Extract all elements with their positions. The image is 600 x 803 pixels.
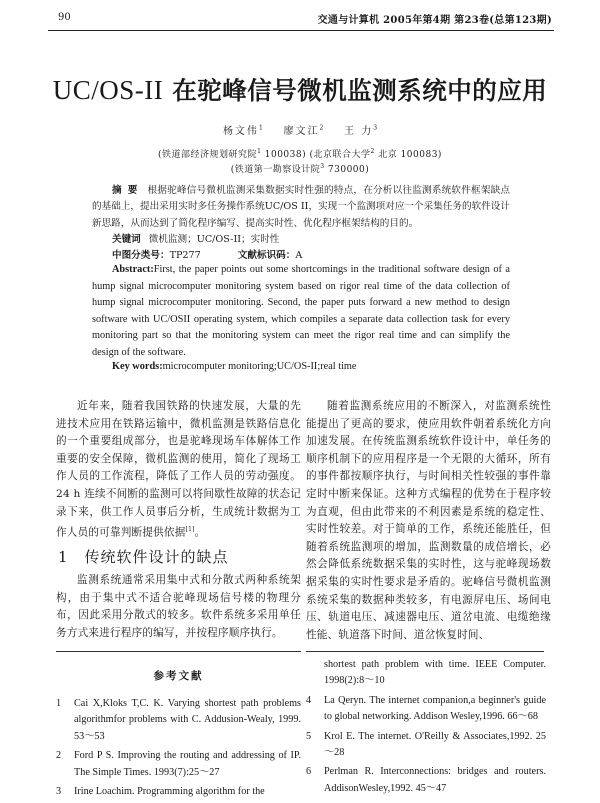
reference-text: Ford P S. Improving the routing and addressing of IP. The Simple Times. 1993(7):25～27 [74, 750, 301, 778]
reference-number: 1 [56, 698, 62, 709]
affiliation-line [0, 147, 600, 160]
title-latin: UC/OS-II [52, 75, 164, 105]
affiliation-mark: 2 [370, 148, 375, 155]
reference-item [56, 696, 301, 745]
journal-citation: 交通与计算机 2005年第4期 第23卷(总第123期) [317, 15, 552, 26]
paper-title [0, 72, 600, 107]
references-left [56, 696, 301, 803]
keywords-label: 关键词 [112, 234, 141, 245]
keywords-chinese [112, 231, 279, 245]
body-left-column [56, 398, 301, 542]
author-list [0, 122, 600, 137]
affiliation-mark: 1 [257, 148, 262, 155]
affiliation-org: (北京联合大学 [309, 150, 371, 160]
clc-label: 中图分类号： [112, 250, 170, 261]
abstract-english [92, 262, 510, 362]
intro-paragraph [56, 398, 301, 542]
affiliation-org: (铁道第一勘察设计院 [230, 165, 321, 175]
reference-text: La Qeryn. The internet companion,a beginner's guide to global networking. Addison Wesley,1996. 66～68 [324, 694, 546, 723]
reference-text: Krol E. The internet. O'Reilly & Associates,1992. 25～28 [324, 730, 546, 759]
page-number: 90 [58, 12, 71, 23]
section1-paragraph: 监测系统通常采用集中式和分散式两种系统架构，由于集中式不适合驼峰现场信号楼的物理分布，因此采用分散式的较多。软件系统多采用单任务方式来进行程序的编写，并按程序顺序执行。 [56, 574, 301, 639]
affiliation-code: 100038) [261, 150, 307, 160]
reference-number: 6 [306, 766, 312, 778]
affiliation-org: (铁道部经济规划研究院 [158, 150, 258, 160]
reference-continuation: shortest path problem with time. IEEE Computer. 1998(2):8～10 [324, 659, 546, 687]
affiliation-line [0, 162, 600, 175]
intro-end: 。 [194, 526, 206, 539]
references-right [306, 657, 546, 800]
reference-item [56, 748, 301, 781]
section-title: 传统软件设计的缺点 [84, 548, 229, 566]
reference-text: Perlman R. Interconnections: bridges and routers. AddisonWesley,1992. 45～47 [324, 766, 546, 794]
keywords-en-label: Key words: [112, 361, 163, 372]
section-heading [58, 546, 229, 567]
right-column-paragraph: 随着监测系统应用的不断深入，对监测系统性能提出了更高的要求，使应用软件朝着系统化方向加速发展。在传统监测系统软件设计中，单任务的顺序机制下的应用程序是一个无限的大循环，所有的事件都按顺序执行，与时间相关性较强的事件靠定时中断来保证。这种方式编程的优势在于程序较为直观，但由此带来的不利因素是系统的稳定性、实时性较差。对于简单的工作，系统还能胜任，但随着系统监测项的增加，监测数量的成倍增长，必然会降低系统数据采集的实时性，这与驼峰现场数据采集的实时性要求是矛盾的。驼峰信号微机监测系统采集的数据种类较多，有电源屏电压、场间电压、轨道电压、减速器电压、道岔电流、电缆绝缘性能、轨道落下时间、道岔恢复时间、 [306, 400, 551, 641]
reference-item [56, 784, 301, 800]
reference-number: 5 [306, 730, 312, 742]
running-header [50, 10, 552, 26]
affiliation-code: 730000) [324, 165, 370, 175]
reference-item [306, 764, 546, 797]
body-right-column [306, 398, 551, 644]
reference-number: 4 [306, 694, 312, 706]
keywords-text: 微机监测；UC/OS-II；实时性 [148, 234, 280, 245]
abstract-chinese [92, 183, 510, 232]
doc-code-label: 文献标识码： [237, 250, 296, 261]
references-title: 参考文献 [153, 670, 204, 682]
affiliation-code: 北京 100083) [374, 150, 442, 160]
abstract-en-text: First, the paper points out some shortcomings in the traditional software design of a hump signal microcomputer monitoring system based on rigor real time of the data collection of hump signal microcomputer monitoring. Second, the paper puts forward a new method to design software with UC/OSII operating system, which compiles a separate data collection task for every monitoring part so that the monitoring system can meet the rigor real time and can simplify the design of the software. [92, 264, 510, 358]
abstract-text: 根据驼峰信号微机监测采集数据实时性强的特点，在分析以往监测系统软件框架缺点的基础上，提出采用实时多任务操作系统UC/OS II，实现一个监测项对应一个采集任务的软件设计新思路，从而达到了简化程序编写、提高实时性、优化程序框架结构的目的。 [92, 185, 511, 229]
affiliation-mark: 3 [320, 163, 325, 170]
abstract-en-label: Abstract: [112, 264, 154, 275]
reference-text: Irine Loachim. Programming algorithm for the [74, 786, 265, 798]
section1-paragraph-block [56, 572, 301, 642]
author-name: 王 力 [344, 126, 374, 137]
reference-item [306, 693, 546, 726]
author-name: 廖文江 [283, 126, 320, 137]
reference-text: Cai X,Kloks T,C. K. Varying shortest path problems algorithmfor problems with C. Addusion-Wealy, 1999. 53～53 [74, 698, 301, 742]
citation-mark: [1] [185, 526, 195, 534]
header-rule [48, 30, 554, 31]
author-mark: 2 [319, 124, 324, 132]
title-chinese: 在驼峰信号微机监测系统中的应用 [172, 76, 548, 105]
intro-text: 近年来，随着我国铁路的快速发展，大量的先进技术应用在铁路运输中，微机监测是铁路信息化的一个重要组成部分，也是驼峰现场车体解体工作重要的安全保障，微机监测的使用，简化了现场工作人员的工作流程，降低了工作人员的劳动强度。24 h 连续不间断的监测可以将间歇性故障的状态记录下来，供工作人员事后分析，生成统计数据为工作人员的可靠判断提供依据 [56, 400, 301, 539]
classification-line [112, 247, 302, 261]
author-mark: 3 [373, 124, 378, 132]
keywords-english [112, 361, 357, 372]
footnote-rule-left [56, 651, 301, 652]
reference-item [306, 729, 546, 762]
author-name: 杨文伟 [222, 126, 259, 137]
section-number: 1 [58, 548, 69, 566]
author-mark: 1 [258, 124, 263, 132]
footnote-rule-right [306, 651, 544, 652]
keywords-en-text: microcomputer monitoring;UC/OS-II;real time [162, 361, 357, 372]
doc-code-value: A [295, 250, 303, 261]
clc-value: TP277 [169, 250, 201, 261]
abstract-label: 摘要 [112, 185, 144, 196]
reference-number: 2 [56, 750, 62, 762]
reference-number: 3 [56, 786, 62, 798]
